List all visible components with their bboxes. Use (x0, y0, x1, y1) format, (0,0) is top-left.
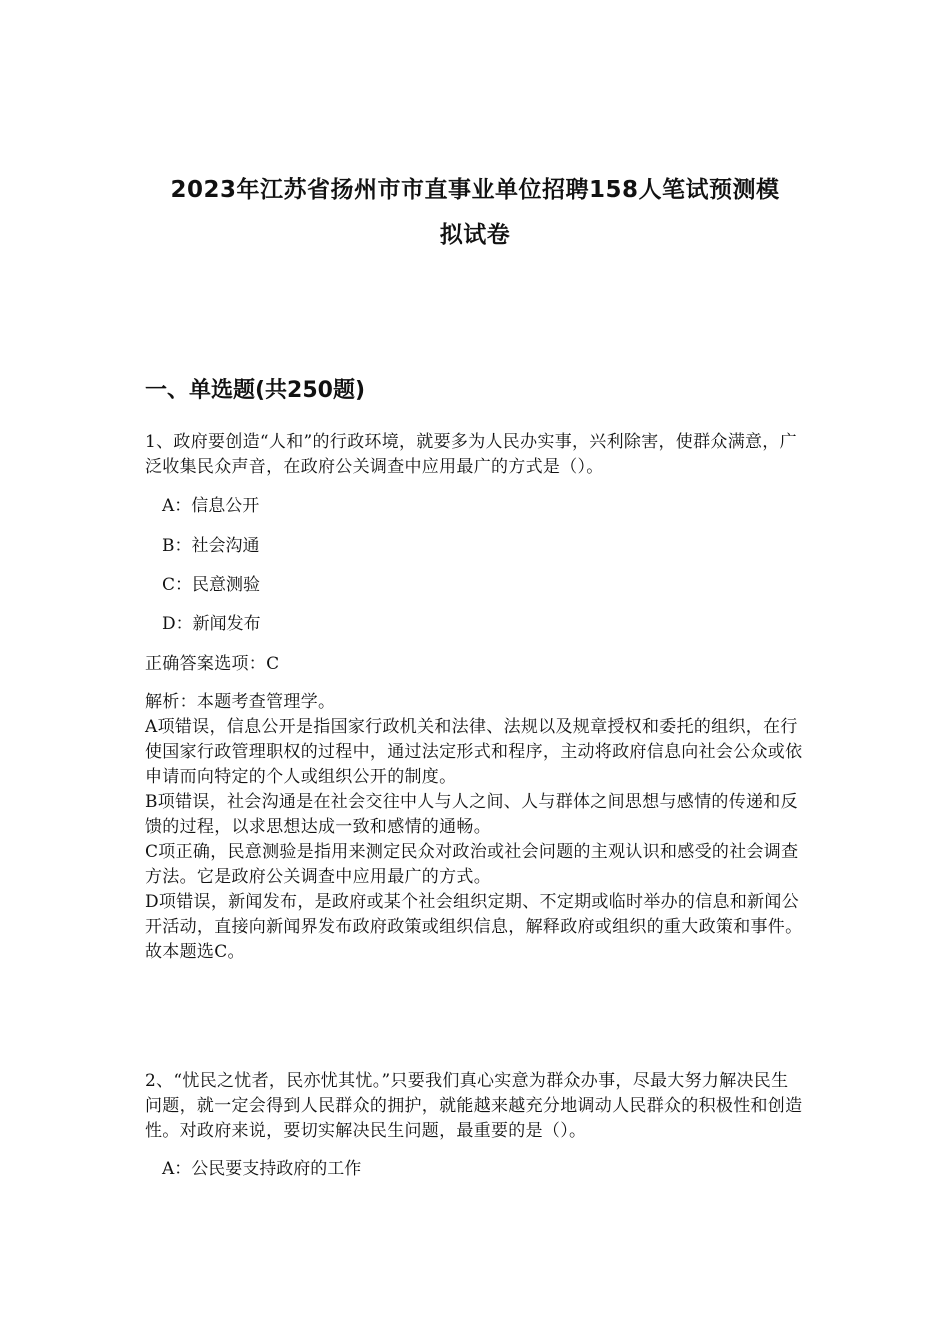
question-2-option-a: A：公民要支持政府的工作 (162, 1159, 362, 1179)
question-1-stem: 1、政府要创造“人和”的行政环境，就要多为人民办实事，兴利除害，使群众满意，广泛收集民众声音，在政府公关调查中应用最广的方式是（）。 (145, 432, 797, 477)
document-title (120, 168, 830, 258)
question-2-stem: 2、“忧民之忧者，民亦忧其忧。”只要我们真心实意为群众办事，尽最大努力解决民生问题，就一定会得到人民群众的拥护，就能越来越充分地调动人民群众的积极性和创造性。对政府来说，要切实解决民生问题，最重要的是（）。 (145, 1071, 803, 1141)
question-1-option-b: B：社会沟通 (162, 536, 260, 556)
document-title-line-2: 拟试卷 (439, 222, 511, 248)
question-1-answer: 正确答案选项：C (145, 654, 280, 674)
section-heading: 一、单选题(共250题) (145, 378, 366, 403)
analysis-conclusion: 故本题选C。 (145, 942, 245, 962)
document-title-line-1: 2023年江苏省扬州市市直事业单位招聘158人笔试预测模 (170, 177, 780, 203)
analysis-option-d: D项错误，新闻发布，是政府或某个社会组织定期、不定期或临时举办的信息和新闻公开活动，直接向新闻界发布政府政策或组织信息，解释政府或组织的重大政策和事件。 (145, 892, 803, 937)
analysis-option-c: C项正确，民意测验是指用来测定民众对政治或社会问题的主观认识和感受的社会调查方法。它是政府公关调查中应用最广的方式。 (145, 842, 799, 887)
question-1-option-a: A：信息公开 (162, 496, 260, 516)
analysis-option-b: B项错误，社会沟通是在社会交往中人与人之间、人与群体之间思想与感情的传递和反馈的过程，以求思想达成一致和感情的通畅。 (145, 792, 798, 837)
analysis-intro: 解析：本题考查管理学。 (145, 692, 336, 712)
question-1-analysis (145, 690, 805, 965)
question-1-option-d: D：新闻发布 (162, 614, 261, 634)
question-1-option-c: C：民意测验 (162, 575, 261, 595)
analysis-option-a: A项错误，信息公开是指国家行政机关和法律、法规以及规章授权和委托的组织，在行使国家行政管理职权的过程中，通过法定形式和程序，主动将政府信息向社会公众或依申请而向特定的个人或组织公开的制度。 (145, 717, 803, 787)
